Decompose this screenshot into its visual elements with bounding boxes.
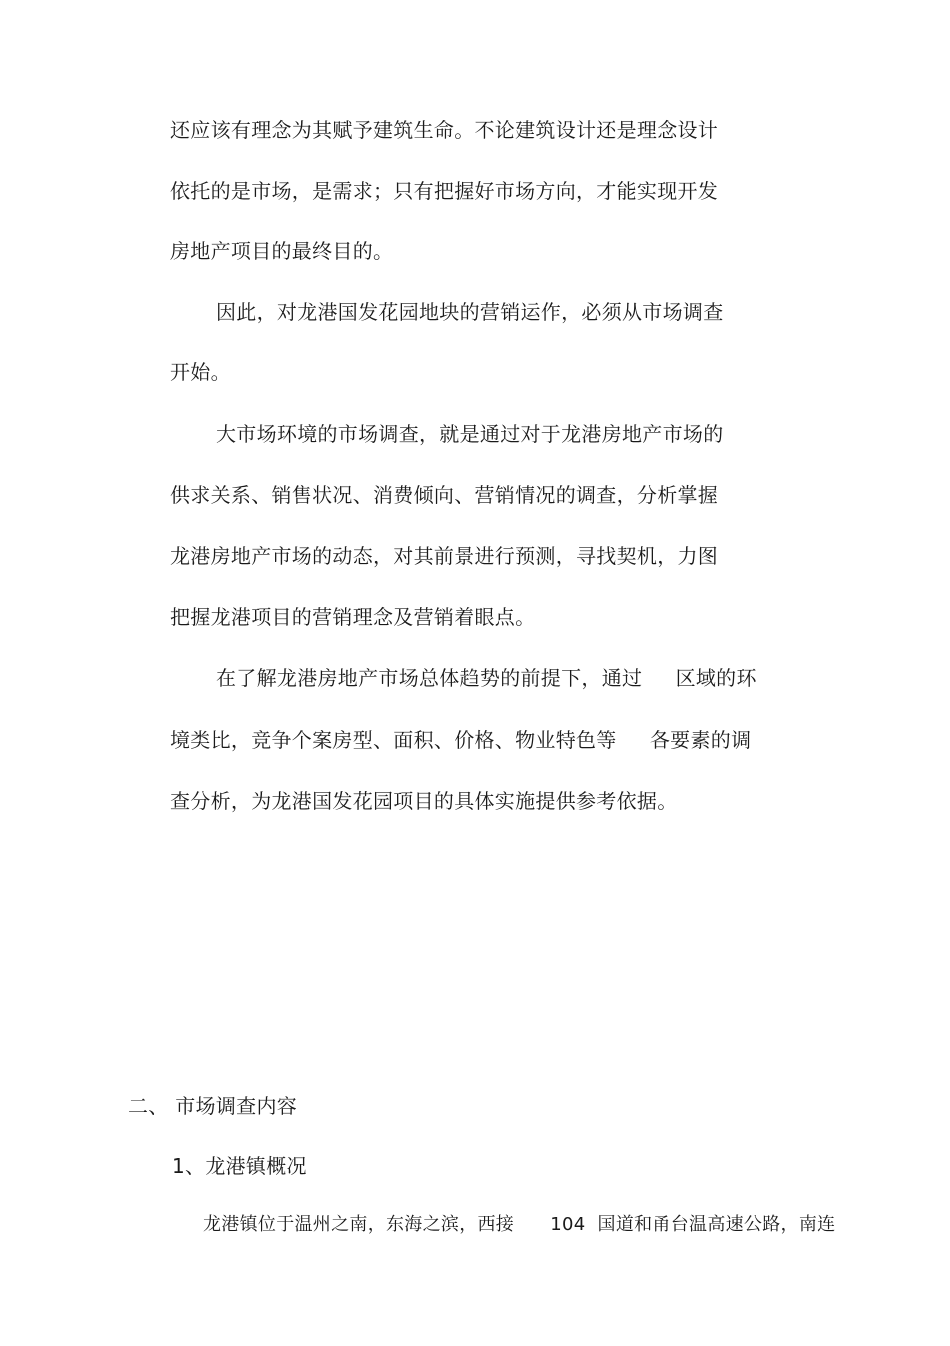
text-line: 还应该有理念为其赋予建筑生命。不论建筑设计还是理念设计 [170,118,719,142]
text-line: 把握龙港项目的营销理念及营销着眼点。 [170,605,536,629]
text-line: 依托的是市场，是需求；只有把握好市场方向，才能实现开发 [170,179,719,203]
text-line: 境类比，竞争个案房型、面积、价格、物业特色等 各要素的调 [170,728,752,752]
section-subheading: 1、龙港镇概况 [172,1154,307,1178]
text-line: 供求关系、销售状况、消费倾向、营销情况的调查，分析掌握 [170,483,719,507]
text-line: 在了解龙港房地产市场总体趋势的前提下，通过 区域的环 [216,666,757,690]
section-heading: 二、 市场调查内容 [128,1094,298,1118]
text-line: 因此，对龙港国发花园地块的营销运作，必须从市场调查 [216,300,724,324]
text-line: 查分析，为龙港国发花园项目的具体实施提供参考依据。 [170,789,678,813]
text-line: 房地产项目的最终目的。 [170,239,394,263]
text-line: 龙港房地产市场的动态，对其前景进行预测，寻找契机，力图 [170,544,719,568]
section-body-line: 龙港镇位于温州之南，东海之滨，西接 104 国道和甬台温高速公路，南连 [203,1214,836,1235]
text-line: 开始。 [170,360,231,384]
text-line: 大市场环境的市场调查，就是通过对于龙港房地产市场的 [216,422,724,446]
